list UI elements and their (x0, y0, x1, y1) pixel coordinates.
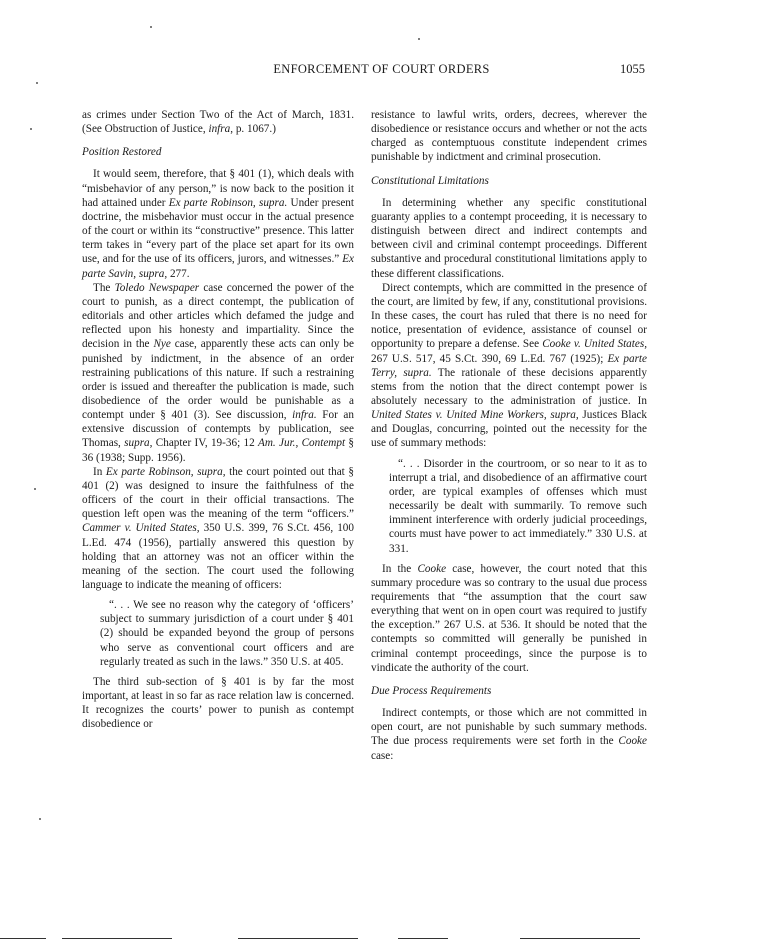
text-run: For an extensive discussion of contempts by publication, see Thomas, (82, 409, 354, 450)
italic-run: Nye (153, 338, 171, 351)
page-number: 1055 (620, 62, 645, 76)
scan-artifact-rule (520, 938, 640, 939)
section-heading (82, 145, 354, 159)
italic-run: Am. Jur., Contempt (257, 437, 346, 450)
paragraph (371, 562, 647, 675)
paragraph (371, 196, 647, 281)
paragraph (371, 108, 647, 165)
text-run: case: (371, 749, 394, 762)
text-run: , p. 1067.) (230, 123, 276, 136)
italic-run: Cooke v. United States, (542, 338, 647, 351)
paragraph (82, 167, 354, 280)
paragraph (82, 675, 354, 732)
page-header (0, 62, 763, 80)
text-run: “. . . Disorder in the courtroom, or so near to it as to interrupt a trial, and disobedience of an affirmative court order, are typical examples of offenses which must necessarily be dealt with summarily. To remove such imminent interference with orderly judicial proceedings, courts must have power to act immediately.” 330 U.S. at 331. (389, 457, 647, 555)
paragraph (82, 108, 354, 136)
block-quote (82, 598, 354, 669)
scan-speck (36, 82, 38, 84)
section-heading (371, 174, 647, 188)
text-run: Constitutional Limitations (371, 174, 489, 187)
running-head: ENFORCEMENT OF COURT ORDERS (273, 62, 490, 76)
paragraph (82, 281, 354, 465)
text-run: “. . . We see no reason why the category of ‘officers’ subject to summary jurisdiction of a court under § 401 (2) should be expanded beyond the group of persons who serve as conventional court officers and are regularly treated as such in the laws.” 350 U.S. at 405. (100, 599, 354, 668)
italic-run: infra. (292, 409, 317, 422)
italic-run: Ex parte Savin, supra, (82, 253, 354, 280)
text-run: In determining whether any specific constitutional guaranty applies to a contempt proceeding, it is necessary to distinguish between direct and indirect contempts and between civil and criminal contempt proceedings. Different substantive and procedural constitutional limitations apply to these different classifications. (371, 196, 647, 280)
text-run: The rationale of these decisions apparently stems from the notion that the direct contempt power is absolutely necessary to the administration of justice. In (371, 366, 648, 407)
text-run: § 36 (1938; Supp. 1956). (82, 437, 354, 464)
text-run: It would seem, therefore, that § 401 (1), which deals with “misbehavior of any person,” is now back to the position it had attained under (82, 168, 354, 209)
italic-run: Cammer v. United States, (82, 522, 200, 535)
italic-run: Ex parte Terry, supra. (371, 352, 647, 379)
italic-run: Cooke (417, 562, 447, 575)
scan-artifact-rule (398, 938, 448, 939)
text-run: Justices Black and Douglas, concurring, pointed out the necessity for the use of summary methods: (371, 409, 647, 450)
paragraph (82, 465, 354, 592)
text-run: Indirect contempts, or those which are not committed in open court, are not punishable by such summary methods. The due process requirements were set forth in the (371, 707, 647, 748)
text-run: 277. (167, 267, 190, 280)
text-run: 350 U.S. 399, 76 S.Ct. 456, 100 L.Ed. 474 (1956), partially answered this question by holding that an attorney was not an officer within the meaning of the section. The court used the following language to indicate the meaning of officers: (82, 522, 354, 591)
italic-run: supra, (124, 437, 153, 450)
scan-speck (30, 128, 32, 130)
text-run: Chapter IV, 19-36; 12 (152, 437, 258, 450)
text-run: The (93, 281, 115, 294)
text-run: resistance to lawful writs, orders, decrees, wherever the disobedience or resistance occurs and whether or not the acts charged as contemptuous constitute independent crimes punishable by indictment and criminal prosecution. (371, 109, 647, 164)
scan-speck (34, 488, 36, 490)
scan-speck (150, 26, 152, 28)
right-column (371, 108, 647, 763)
scan-artifact-rule (238, 938, 358, 939)
text-run: The third sub-section of § 401 is by far the most important, at least in so far as race relation law is concerned. It recognizes the courts’ power to punish as contempt disobedience or (82, 675, 354, 731)
scan-artifact-rule (62, 938, 172, 939)
paragraph (371, 706, 647, 763)
text-run: case, however, the court noted that this summary procedure was so contrary to the usual due process requirements that “the assumption that the court saw everything that went on in open court was required to justify the exception.” 267 U.S. at 536. It should be noted that the contempts so committed will generally be punished in criminal contempt proceedings, since the purpose is to vindicate the authority of the court. (371, 562, 647, 674)
text-run: as crimes under Section Two of the Act of March, 1831. (See Obstruction of Justice, (82, 109, 354, 136)
paragraph (371, 281, 647, 451)
scan-artifact-rule (0, 938, 46, 939)
text-run: case concerned the power of the court to punish, as a direct contempt, the publication of editorials and other articles which defamed the judge and reflected upon his honesty and impartiality. Since the decision in the (82, 281, 355, 351)
italic-run: Toledo Newspaper (114, 281, 200, 294)
text-run: 267 U.S. 517, 45 S.Ct. 390, 69 L.Ed. 767 (1925); (371, 352, 608, 365)
italic-run: Ex parte Robinson, supra. (168, 196, 288, 209)
section-heading (371, 684, 647, 698)
scan-speck (39, 818, 41, 820)
text-run: Direct contempts, which are committed in the presence of the court, are limited by few, if any, constitutional provisions. In these cases, the court has ruled that there is no need for notice, presentation of evidence, assistance of counsel or opportunity to prepare a defense. See (371, 281, 647, 351)
text-run: case, apparently these acts can only be punished by indictment, in the absence of an order restraining publications of this nature. If such a restraining order is issued and thereafter the publication is made, such disobedience of the order would be punishable as a contempt under § 401 (3). See discussion, (82, 338, 354, 422)
text-run: In the (382, 562, 418, 575)
italic-run: Cooke (618, 735, 647, 748)
italic-run: infra (208, 123, 231, 136)
italic-run: United States v. United Mine Workers, supra, (371, 409, 579, 422)
left-column (82, 108, 354, 732)
text-run: Due Process Requirements (371, 684, 492, 697)
text-run: the court pointed out that § 401 (2) was designed to insure the faithfulness of the officers of the court in their official transactions. The question left open was the meaning of the term “officers.” (82, 465, 354, 521)
text-run: In (93, 465, 106, 478)
scan-speck (418, 38, 420, 40)
italic-run: Ex parte Robinson, supra, (105, 465, 226, 478)
text-run: Under present doctrine, the misbehavior must occur in the actual presence of the court or within its “constructive” presence. This latter term takes in “every part of the place set apart for its own use, and for the use of its officers, jurors, and witnesses.” (82, 196, 354, 266)
block-quote (371, 457, 647, 556)
text-run: Position Restored (82, 146, 162, 159)
